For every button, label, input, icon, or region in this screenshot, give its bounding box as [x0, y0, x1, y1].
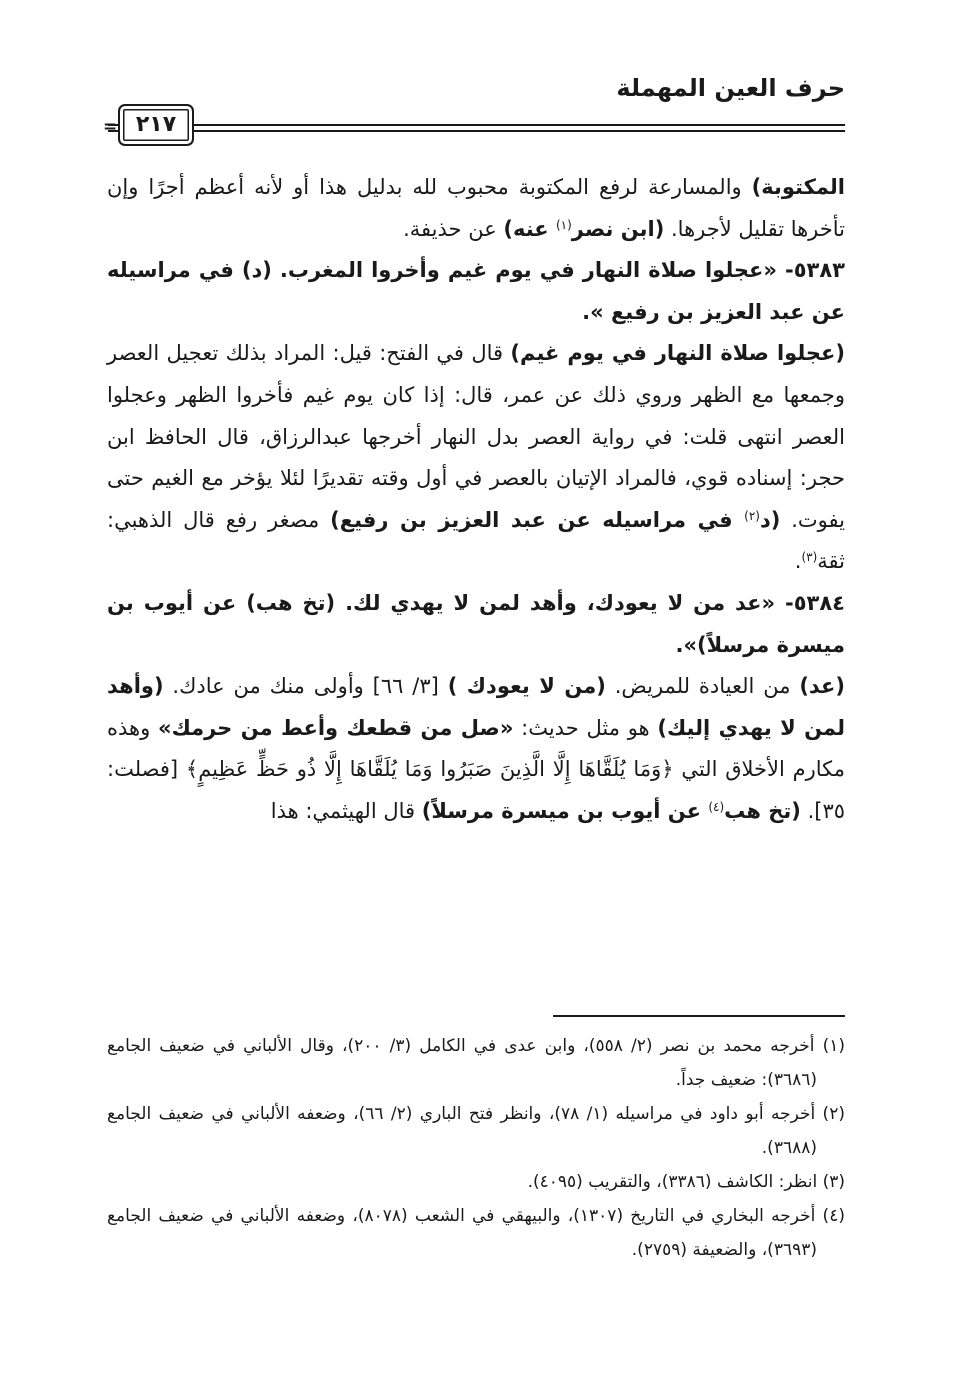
bold-text: (عجلوا صلاة النهار في يوم غيم) — [510, 341, 845, 366]
text-run: هو مثل حديث: — [513, 715, 658, 740]
text-run: وهذه مكارم الأخلاق التي ﴿وَمَا يُلَقَّاهَا إِلَّا الَّذِينَ صَبَرُوا وَمَا يُلَقَّاهَا إِلَّا ذُو حَظٍّ عَظِيمٍ﴾ [فصلت: ٣٥]. — [107, 715, 845, 823]
bold-text: «صل من قطعك وأعط من حرمك» — [158, 715, 514, 740]
bold-text: عن أيوب بن ميسرة مرسلاً) — [421, 798, 709, 823]
footnote: (٤) أخرجه البخاري في التاريخ (١٣٠٧)، والبيهقي في الشعب (٨٠٧٨)، وضعفه الألباني في ضعيف الجامع (٣٦٩٣)، والضعيفة (٢٧٥٩). — [107, 1206, 845, 1260]
footnote-marker: (١) — [555, 217, 572, 232]
hadith-entry-5384 — [107, 583, 845, 666]
bold-text: (ابن نصر — [571, 216, 665, 241]
bold-text: (تخ هب — [724, 798, 801, 823]
text-run: والمسارعة لرفع المكتوبة محبوب لله بدليل هذا أو لأنه أعظم أجرًا وإن تأخرها تقليل لأجرها. — [107, 175, 845, 241]
footnote-marker: (٢) — [744, 508, 760, 523]
header-double-rule — [108, 124, 845, 134]
bold-text: في مراسيله عن عبد العزيز بن رفيع) — [330, 507, 745, 532]
bold-text: (من لا يعودك ) — [447, 674, 606, 699]
text-run: مصغر رفع قال الذهبي: ثقة — [107, 507, 845, 574]
paragraph-continuation — [107, 167, 845, 250]
running-header-title: حرف العين المهملة — [616, 74, 845, 102]
page-number: ٢١٧ — [118, 104, 194, 146]
commentary-paragraph — [107, 666, 845, 832]
bold-text: (وأهد لمن لا يهدي إليك) — [107, 674, 845, 740]
footnote: (٣) انظر: الكاشف (٣٣٨٦)، والتقريب (٤٠٩٥). — [527, 1172, 845, 1192]
bold-text: عنه) — [503, 216, 556, 241]
header-rule-line — [108, 130, 845, 132]
page-number-box-cap: = — [103, 117, 118, 137]
text-run: من العيادة للمريض. — [605, 674, 800, 699]
footnote-marker: (٣) — [801, 550, 818, 565]
text-run: قال الهيثمي: هذا — [270, 798, 422, 823]
hadith-text: ٥٣٨٣- «عجلوا صلاة النهار في يوم غيم وأخروا المغرب. (د) في مراسيله عن عبد العزيز بن رفيع ». — [107, 258, 845, 324]
text-run: عن حذيفة. — [403, 216, 504, 241]
footnote: (٢) أخرجه أبو داود في مراسيله (١/ ٧٨)، وانظر فتح الباري (٢/ ٦٦)، وضعفه الألباني في ضعيف الجامع (٣٦٨٨). — [107, 1104, 845, 1158]
footnotes — [107, 1029, 845, 1267]
text-run: [٣/ ٦٦] وأولى منك من عادك. — [163, 674, 448, 699]
bold-text: (عد) — [799, 674, 845, 699]
footnote-marker: (٤) — [708, 799, 725, 814]
text-run: . — [794, 549, 802, 574]
header-rule-line — [108, 124, 845, 126]
bold-text: (د — [759, 507, 781, 532]
footnote: (١) أخرجه محمد بن نصر (٢/ ٥٥٨)، وابن عدى في الكامل (٣/ ٢٠٠)، وقال الألباني في ضعيف الجامع (٣٦٨٦): ضعيف جداً. — [107, 1036, 845, 1090]
bold-text: المكتوبة) — [751, 175, 845, 199]
hadith-entry-5383 — [107, 250, 845, 333]
text-run: قال في الفتح: قيل: المراد بذلك تعجيل العصر وجمعها مع الظهر وروي ذلك عن عمر، قال: إذا كان يوم غيم فأخروا الظهر وعجلوا العصر انتهى قلت: في رواية العصر بدل النهار أخرجها عبدالرزاق، قال الحافظ ابن حجر: إسناده قوي، فالمراد الإتيان بالعصر في أول وقته تقديرًا لئلا يؤخر مع الغيم حتى يفوت. — [107, 341, 845, 532]
hadith-text: ٥٣٨٤- «عد من لا يعودك، وأهد لمن لا يهدي لك. (تخ هب) عن أيوب بن ميسرة مرسلاً)». — [107, 590, 845, 657]
footnote-separator — [553, 1015, 845, 1017]
commentary-paragraph — [107, 333, 845, 583]
main-text — [107, 167, 845, 833]
